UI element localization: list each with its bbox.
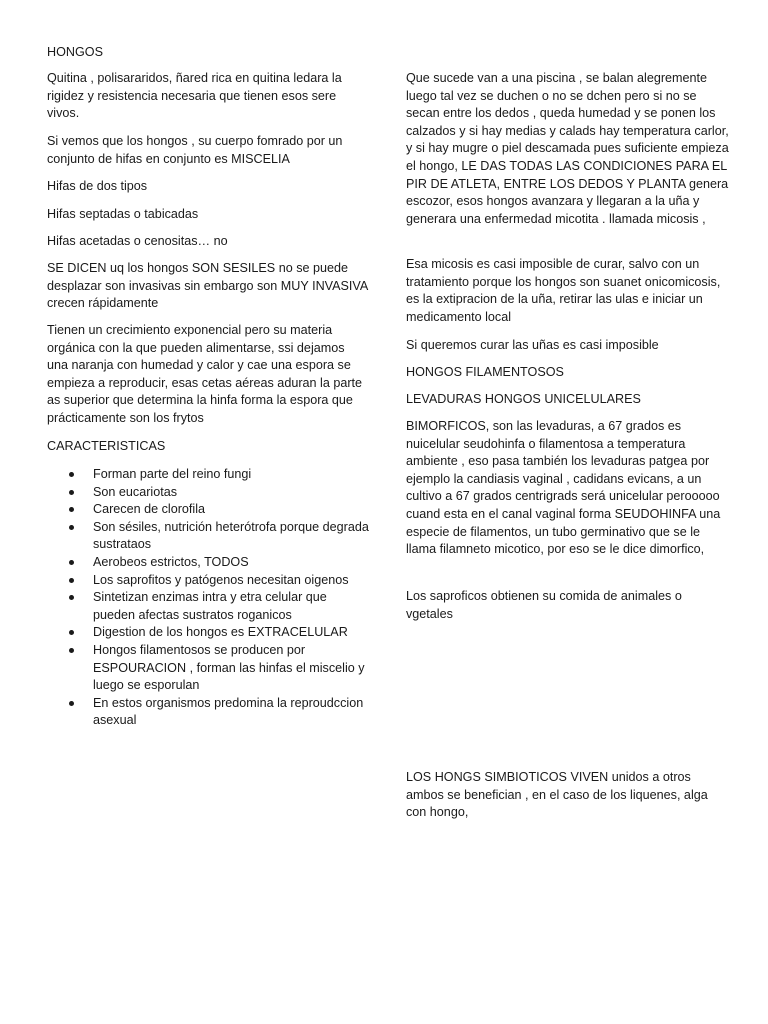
paragraph-hifas-acetadas: Hifas acetadas o cenositas… no [47, 234, 228, 248]
list-item-text: Los saprofitos y patógenos necesitan oigenos [93, 572, 349, 587]
paragraph-simbioticos: LOS HONGS SIMBIOTICOS VIVEN unidos a otros ambos se benefician , en el caso de los liquenes, alga con hongo, [406, 770, 708, 820]
paragraph-micosis: Esa micosis es casi imposible de curar, salvo con un tratamiento porque los hongos son suanet onicomicosis, es la extipracion de la uña, retirar las ulas e iniciar un medicamento local [406, 257, 721, 324]
list-item-text: Carecen de clorofila [93, 502, 206, 517]
list-item-text: Digestion de los hongos es EXTRACELULAR [93, 625, 348, 640]
bullet-icon [69, 630, 74, 635]
bullet-icon [69, 472, 74, 477]
list-item-text: Hongos filamentosos se producen por ESPOURACION , forman las hinfas el miscelio y luego se esporulan [93, 642, 365, 693]
paragraph-quitina: Quitina , polisararidos, ñared rica en quitina ledara la rigidez y resistencia necesaria que tienen esos sere vivos. [47, 71, 342, 121]
list-item-text: Son eucariotas [93, 484, 178, 499]
list-item-text: Son sésiles, nutrición heterótrofa porque degrada sustrataos [93, 519, 369, 552]
paragraph-piscina: Que sucede van a una piscina , se balan alegremente luego tal vez se duchen o no se dchen pero si no se secan entre los dedos , queda humedad y se ponen los calzados y si hay medias y calads hay temperatura carlor, y si hay mugre o piel descamada pues suficiente empieza el hongo, LE DAS TODAS LAS CONDICIONES PARA EL PIR DE ATLETA, ENTRE LOS DEDOS Y PLANTA genera escozor, esos hongos avanzara y llegaran a la uña y generara una enfermedad micotita . llamada micosis , [406, 71, 729, 226]
paragraph-hifas-septadas: Hifas septadas o tabicadas [47, 207, 199, 221]
paragraph-micelio: Si vemos que los hongos , su cuerpo fomrado por un conjunto de hifas en conjunto es MISCELIA [47, 134, 343, 166]
paragraph-sesiles: SE DICEN uq los hongos SON SESILES no se puede desplazar son invasivas sin embargo son MUY INVASIVA crecen rápidamente [47, 261, 368, 311]
bullet-icon [69, 701, 74, 706]
bullet-icon [69, 560, 74, 565]
list-item-text: Aerobeos estrictos, TODOS [93, 554, 249, 569]
list-item [47, 642, 369, 695]
paragraph-crecimiento: Tienen un crecimiento exponencial pero su materia orgánica con la que pueden alimentarse, ssi dejamos una naranja con humedad y calor y cae una espora se empieza a reproducir, esas cetas aéreas aduran la parte as superior que determina la hinfa forma la espora que prácticamente son los frytos [47, 323, 363, 425]
list-item [47, 501, 369, 519]
caracteristicas-list [47, 466, 369, 730]
bullet-icon [69, 490, 74, 495]
paragraph-curar-unas: Si queremos curar las uñas es casi imposible [406, 338, 659, 352]
paragraph-hongos-filamentosos: HONGOS FILAMENTOSOS [406, 365, 564, 379]
list-item [47, 589, 369, 624]
list-item [47, 695, 369, 730]
list-item-text: Forman parte del reino fungi [93, 467, 252, 481]
list-item-text: En estos organismos predomina la reproudccion asexual [93, 695, 364, 728]
bullet-icon [69, 578, 74, 583]
bullet-icon [69, 648, 74, 653]
list-item [47, 554, 369, 572]
caracteristicas-heading: CARACTERISTICAS [47, 439, 166, 453]
paragraph-bimorficos: BIMORFICOS, son las levaduras, a 67 grados es nuicelular seudohinfa o filamentosa a temperatura ambiente , eso pasa también los levaduras patgea por ejemplo la candiasis vaginal , cadidans evicans, a un cultivo a 67 grados centrigrads será unicelular perooooo cuand esta en el canal vaginal forma SEUDOHINFA una especie de filamentos, un tubo germinativo que se le llama filamneto micotico, por eso se le dice dimorfico, [406, 419, 721, 557]
paragraph-levaduras: LEVADURAS HONGOS UNICELULARES [406, 392, 641, 406]
list-item [47, 624, 369, 642]
document-title: HONGOS [47, 45, 103, 59]
paragraph-saproficos: Los saproficos obtienen su comida de animales o vgetales [406, 589, 682, 621]
bullet-icon [69, 507, 74, 512]
paragraph-hifas-tipos: Hifas de dos tipos [47, 179, 148, 193]
list-item [47, 484, 369, 502]
list-item [47, 572, 369, 590]
bullet-icon [69, 525, 74, 530]
list-item [47, 466, 369, 484]
list-item-text: Sintetizan enzimas intra y etra celular que pueden afectas sustratos roganicos [93, 590, 327, 622]
list-item [47, 519, 369, 554]
bullet-icon [69, 595, 74, 600]
